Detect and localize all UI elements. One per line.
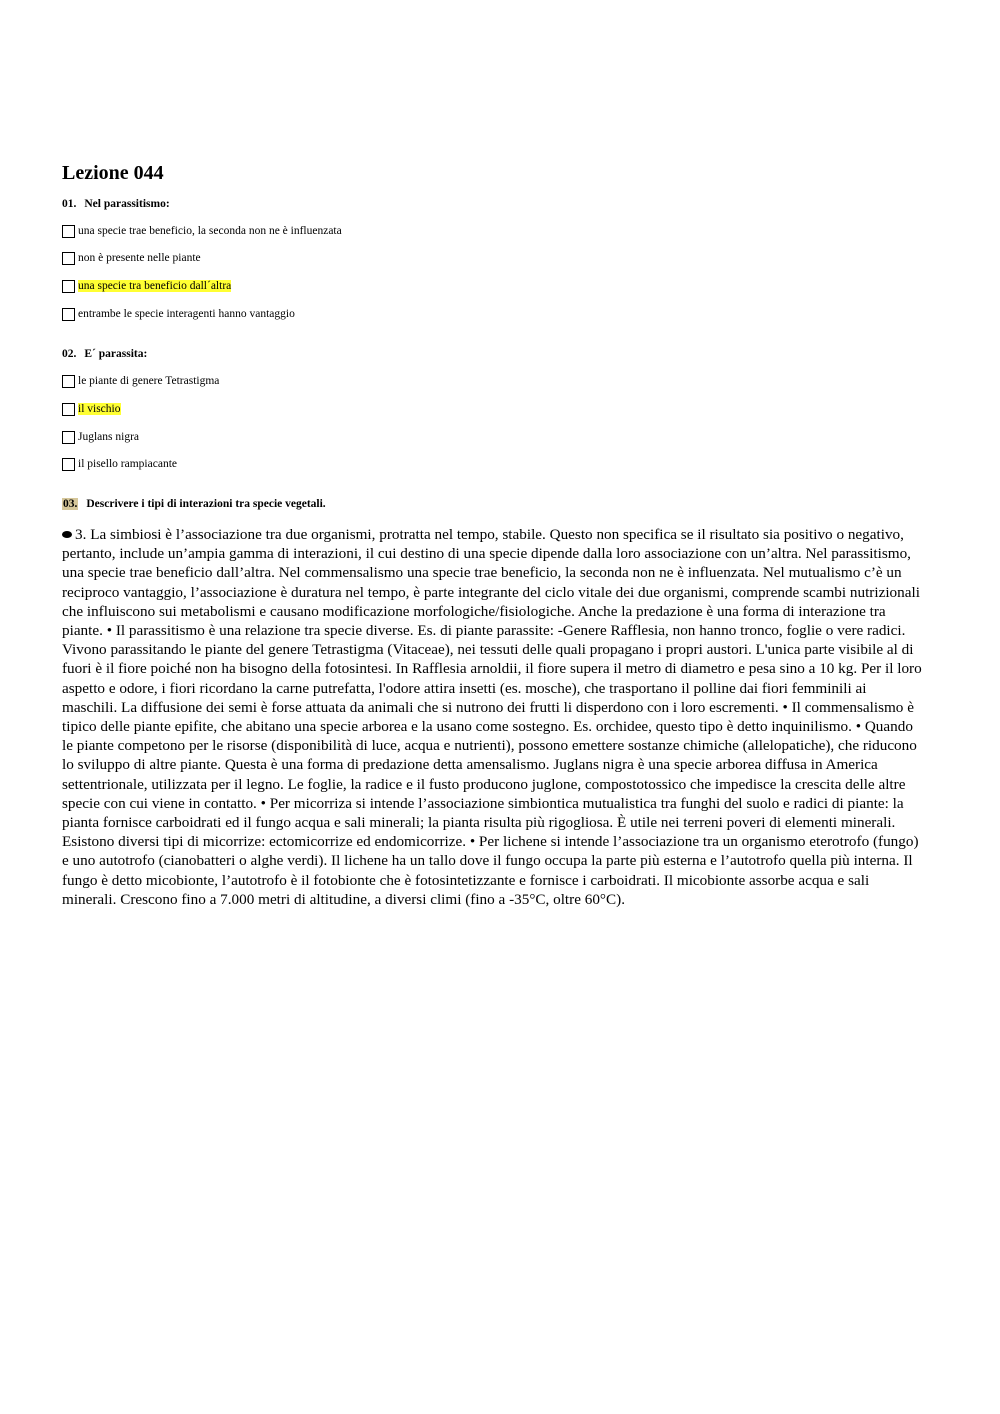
bullet-icon bbox=[62, 531, 72, 538]
question-number: 01. bbox=[62, 198, 77, 210]
option-label: entrambe le specie interagenti hanno vantaggio bbox=[78, 308, 295, 320]
option-label: non è presente nelle piante bbox=[78, 252, 201, 264]
question-01-option-4[interactable] bbox=[62, 306, 295, 322]
question-01-option-2[interactable] bbox=[62, 250, 201, 266]
question-03-heading bbox=[62, 498, 326, 510]
checkbox[interactable] bbox=[62, 403, 75, 416]
question-01-heading bbox=[62, 198, 170, 210]
checkbox[interactable] bbox=[62, 280, 75, 293]
option-label: le piante di genere Tetrastigma bbox=[78, 375, 220, 387]
option-label-correct: il vischio bbox=[78, 403, 121, 415]
question-02-heading bbox=[62, 348, 147, 360]
checkbox[interactable] bbox=[62, 458, 75, 471]
question-number: 03. bbox=[63, 498, 78, 510]
question-text: Nel parassitismo: bbox=[84, 198, 170, 210]
question-02-option-4[interactable] bbox=[62, 456, 177, 472]
checkbox[interactable] bbox=[62, 252, 75, 265]
option-label: il pisello rampiacante bbox=[78, 458, 177, 470]
checkbox[interactable] bbox=[62, 225, 75, 238]
question-02-option-2[interactable] bbox=[62, 401, 121, 417]
question-text: Descrivere i tipi di interazioni tra specie vegetali. bbox=[86, 498, 326, 510]
question-02-option-1[interactable] bbox=[62, 373, 219, 389]
checkbox[interactable] bbox=[62, 308, 75, 321]
answer-text-block bbox=[62, 525, 922, 909]
answer-text: 3. La simbiosi è l’associazione tra due organismi, protratta nel tempo, stabile. Questo non specifica se il risultato sia positivo o negativo, pertanto, include un’ampia gamma di interazioni, il cui destino di una specie dipende dalla loro associazione con un’altra. Nel parassitismo, una specie trae beneficio dall’altra. Nel commensalismo una specie trae beneficio, la seconda non ne è influenzata. Nel mutualismo c’è un reciproco vantaggio, l’associazione è duratura nel tempo, è parte integrante del ciclo vitale dei due organismi, comprende scambi nutrizionali che influiscono sui metabolismi e causano modificazione morfologiche/fisiologiche. Anche la predazione è una forma di interazione tra piante. • Il parassitismo è una relazione tra specie diverse. Es. di piante parassite: -Genere Rafflesia, non hanno tronco, foglie o vere radici. Vivono parassitando le piante del genere Tetrastigma (Vitaceae), nei tessuti delle quali propagano i propri austori. L'unica parte visibile al di fuori è il fiore poiché non ha bisogno della fotosintesi. In Rafflesia arnoldii, il fiore supera il metro di diametro e pesa sino a 10 kg. Per il loro aspetto e odore, i fiori ricordano la carne putrefatta, l'odore attira insetti (es. mosche), che trasportano il polline dai fiori femminili ai maschili. La diffusione dei semi è forse attuata da animali che si nutrono dei frutti li disperdono con i loro escrementi. • Il commensalismo è tipico delle piante epifite, che abitano una specie arborea e la usano come sostegno. Es. orchidee, questo tipo è detto inquinilismo. • Quando le piante competono per le risorse (disponibilità di luce, acqua e nutrienti), possono emettere sostanze chimiche (allelopatiche), che riducono lo sviluppo di altre piante. Questa è una forma di predazione detta amensalismo. Juglans nigra è una specie arborea diffusa in America settentrionale, utilizzata per il legno. Le foglie, la radice e il fusto producono juglone, compostotossico che impedisce la crescita delle altre specie con cui viene in contatto. • Per micorriza si intende l’associazione simbiontica mutualistica tra funghi del suolo e radici di piante: la pianta fornisce carboidrati ed il fungo acqua e sali minerali; la pianta risulta più rigogliosa. È utile nei terreni poveri di elementi minerali. Esistono diversi tipi di micorrize: ectomicorrize ed endomicorrize. • Per lichene si intende l’associazione tra un organismo eterotrofo (fungo) e uno autotrofo (cianobatteri o alghe verdi). Il lichene ha un tallo dove il fungo occupa la parte più esterna e l’autotrofo quella più interna. Il fungo è detto micobionte, l’autotrofo è il fotobionte che è fotosintetizzante e fornisce i carboidrati. Il micobionte assorbe acqua e sali minerali. Crescono fino a 7.000 metri di altitudine, a diversi climi (fino a -35°C, oltre 60°C). bbox=[62, 526, 922, 908]
question-01-option-1[interactable] bbox=[62, 223, 342, 239]
checkbox[interactable] bbox=[62, 431, 75, 444]
page-title: Lezione 044 bbox=[62, 162, 164, 184]
option-label: una specie trae beneficio, la seconda non ne è influenzata bbox=[78, 225, 342, 237]
checkbox[interactable] bbox=[62, 375, 75, 388]
option-label: Juglans nigra bbox=[78, 431, 140, 443]
question-number: 02. bbox=[62, 348, 77, 360]
question-text: E´ parassita: bbox=[84, 348, 148, 360]
question-01-option-3[interactable] bbox=[62, 278, 231, 294]
question-02-option-3[interactable] bbox=[62, 429, 139, 445]
option-label-correct: una specie tra beneficio dall´altra bbox=[78, 280, 232, 292]
